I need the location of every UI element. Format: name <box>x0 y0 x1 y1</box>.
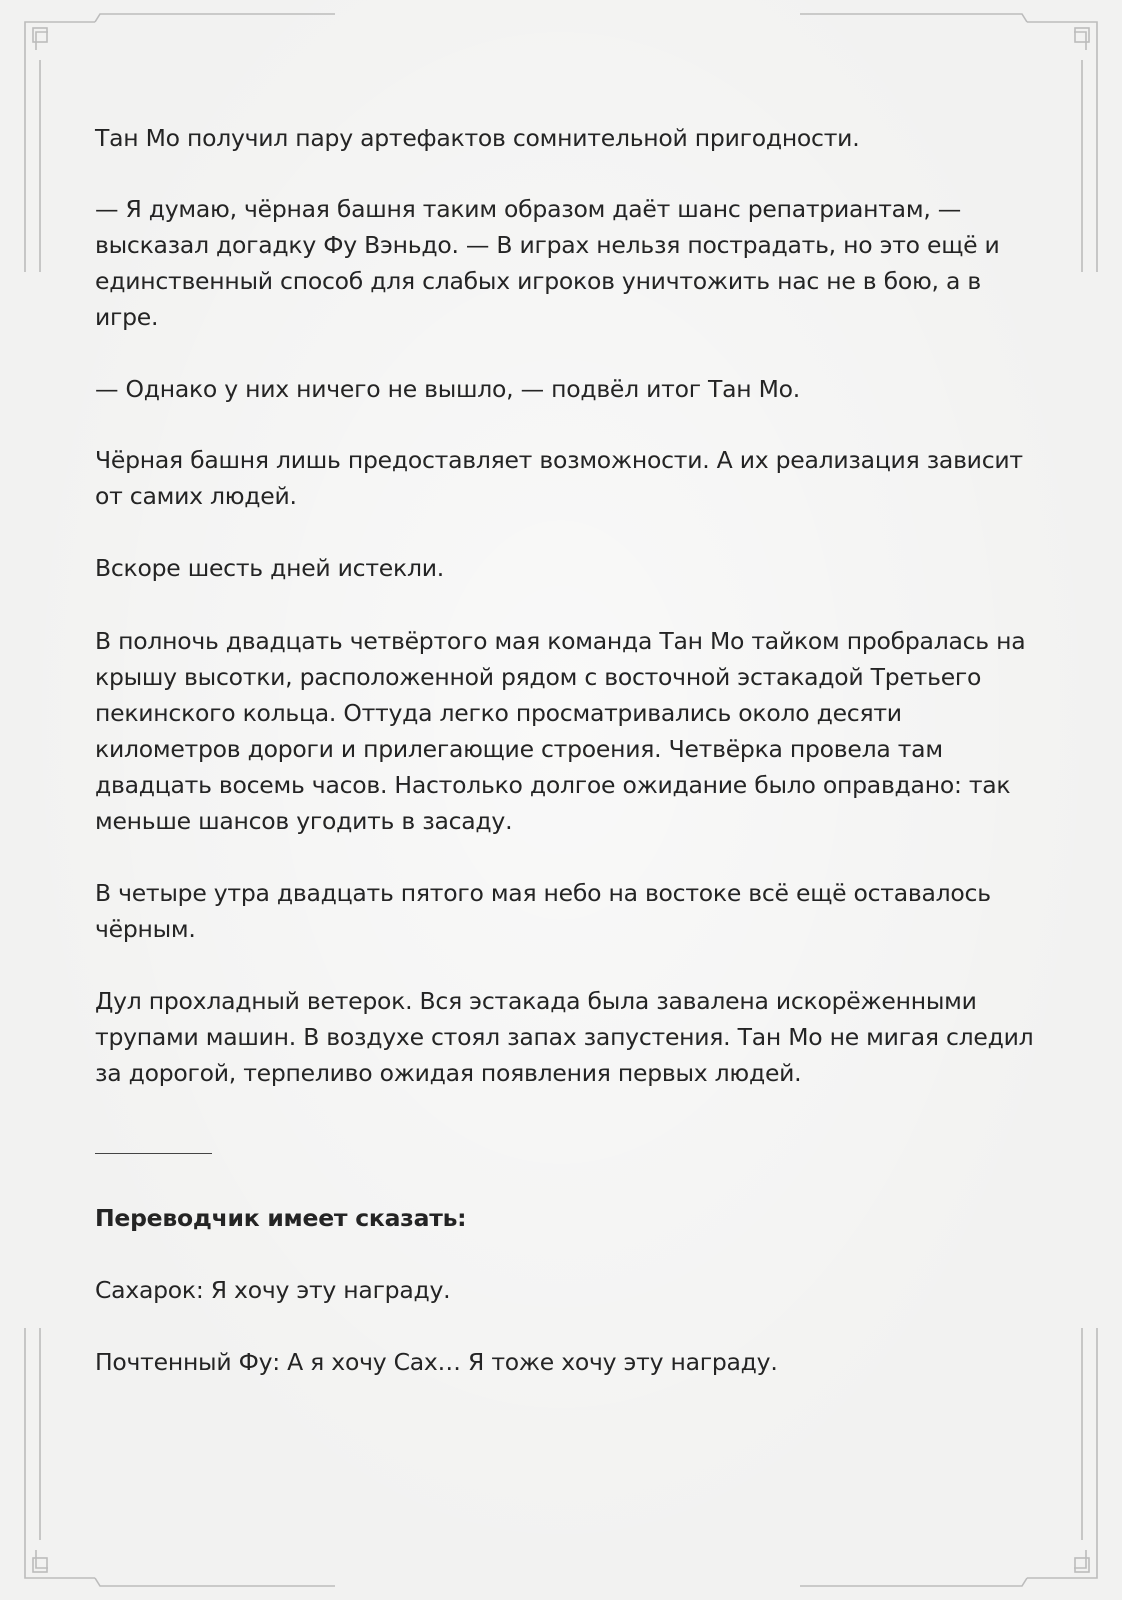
paragraph-1: Тан Мо получил пару артефактов сомнительной пригодности. <box>95 124 860 152</box>
translator-note-1: Сахарок: Я хочу эту награду. <box>95 1276 451 1304</box>
translator-note-2: Почтенный Фу: А я хочу Сах… Я тоже хочу эту награду. <box>95 1348 778 1376</box>
translator-heading: Переводчик имеет сказать: <box>95 1204 467 1232</box>
paragraph-7: В четыре утра двадцать пятого мая небо на востоке всё ещё оставалось чёрным. <box>95 879 991 943</box>
paragraph-2: — Я думаю, чёрная башня таким образом даёт шанс репатриантам, — высказал догадку Фу Вэньдо. — В играх нельзя пострадать, но это ещё и единственный способ для слабых игроков уничтожить нас не в бою, а в игре. <box>95 195 1000 331</box>
section-divider <box>95 1153 212 1154</box>
paragraph-3: — Однако у них ничего не вышло, — подвёл итог Тан Мо. <box>95 375 801 403</box>
paragraph-6: В полночь двадцать четвёртого мая команда Тан Мо тайком пробралась на крышу высотки, расположенной рядом с восточной эстакадой Третьего пекинского кольца. Оттуда легко просматривались около десяти километров дороги и прилегающие строения. Четвёрка провела там двадцать восемь часов. Настолько долгое ожидание было оправдано: так меньше шансов угодить в засаду. <box>95 627 1026 835</box>
paragraph-4: Чёрная башня лишь предоставляет возможности. А их реализация зависит от самих людей. <box>95 446 1023 510</box>
paragraph-5: Вскоре шесть дней истекли. <box>95 554 444 582</box>
paragraph-8: Дул прохладный ветерок. Вся эстакада была завалена искорёженными трупами машин. В воздухе стоял запах запустения. Тан Мо не мигая следил за дорогой, терпеливо ожидая появления первых людей. <box>95 987 1034 1087</box>
